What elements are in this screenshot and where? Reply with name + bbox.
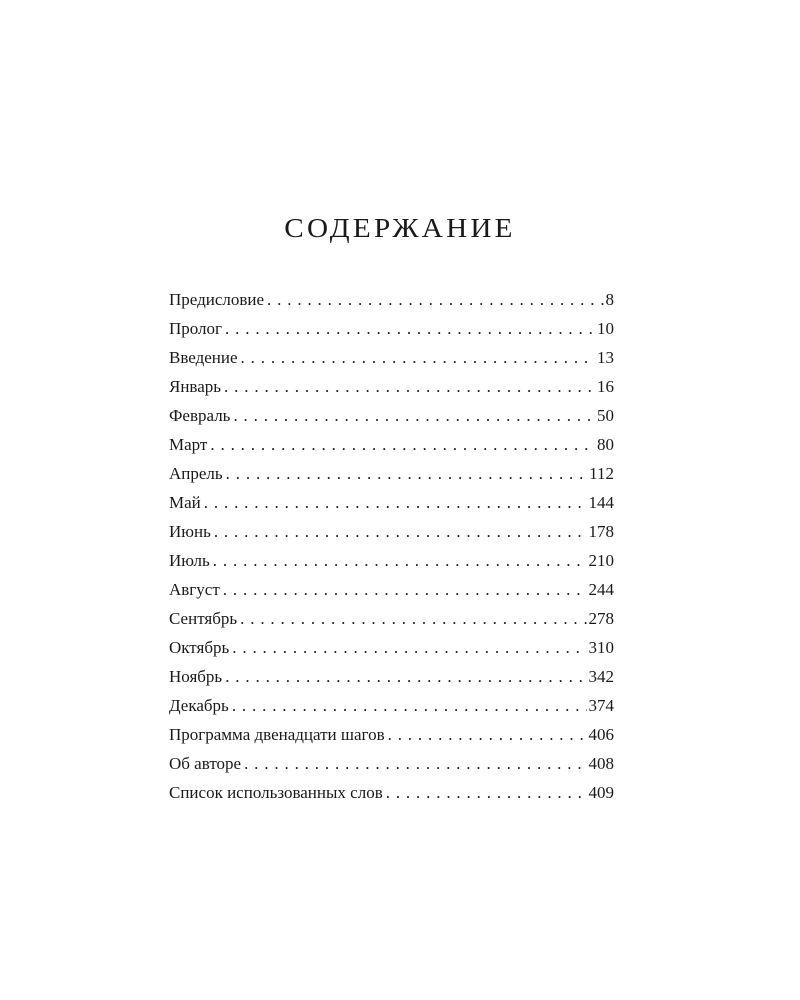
toc-dot-leader bbox=[232, 691, 587, 720]
toc-dot-leader bbox=[241, 343, 595, 372]
toc-dot-leader bbox=[204, 488, 587, 517]
toc-entry-label: Введение bbox=[169, 348, 238, 367]
toc-page-number: 278 bbox=[588, 609, 614, 628]
toc-entry-label: Февраль bbox=[169, 406, 231, 425]
toc-dot-leader bbox=[388, 720, 587, 749]
toc-page-number: 310 bbox=[588, 638, 614, 657]
table-of-contents bbox=[169, 285, 614, 807]
toc-dot-leader bbox=[224, 372, 595, 401]
toc-entry-label: Программа двенадцати шагов bbox=[169, 725, 385, 744]
toc-entry-august bbox=[169, 575, 614, 604]
toc-entry-label: Апрель bbox=[169, 464, 223, 483]
toc-entry-september bbox=[169, 604, 614, 633]
toc-dot-leader bbox=[226, 459, 587, 488]
toc-page-number: 80 bbox=[597, 435, 614, 454]
toc-dot-leader bbox=[225, 314, 595, 343]
toc-page-number: 178 bbox=[588, 522, 614, 541]
toc-entry-label: Июнь bbox=[169, 522, 211, 541]
toc-entry-label: Март bbox=[169, 435, 208, 454]
toc-page-number: 244 bbox=[588, 580, 614, 599]
toc-page-number: 16 bbox=[597, 377, 614, 396]
toc-dot-leader bbox=[232, 633, 586, 662]
toc-entry-november bbox=[169, 662, 614, 691]
page-title: СОДЕРЖАНИЕ bbox=[284, 213, 516, 243]
toc-page-number: 408 bbox=[588, 754, 614, 773]
toc-dot-leader bbox=[267, 285, 603, 314]
toc-entry-october bbox=[169, 633, 614, 662]
toc-entry-label: Январь bbox=[169, 377, 222, 396]
toc-entry-introduction bbox=[169, 343, 614, 372]
toc-entry-label: Август bbox=[169, 580, 220, 599]
toc-page-number: 50 bbox=[597, 406, 614, 425]
toc-entry-glossary bbox=[169, 778, 614, 807]
toc-dot-leader bbox=[213, 546, 587, 575]
toc-entry-twelve-steps bbox=[169, 720, 614, 749]
toc-entry-february bbox=[169, 401, 614, 430]
toc-entry-april bbox=[169, 459, 614, 488]
toc-dot-leader bbox=[240, 604, 586, 633]
toc-page-number: 342 bbox=[588, 667, 614, 686]
toc-entry-label: Пролог bbox=[169, 319, 223, 338]
toc-entry-march bbox=[169, 430, 614, 459]
toc-entry-prologue bbox=[169, 314, 614, 343]
toc-entry-preface bbox=[169, 285, 614, 314]
toc-dot-leader bbox=[386, 778, 587, 807]
toc-entry-january bbox=[169, 372, 614, 401]
toc-entry-about-author bbox=[169, 749, 614, 778]
toc-entry-december bbox=[169, 691, 614, 720]
toc-entry-label: Май bbox=[169, 493, 201, 512]
toc-dot-leader bbox=[233, 401, 595, 430]
toc-page-number: 210 bbox=[588, 551, 614, 570]
toc-entry-may bbox=[169, 488, 614, 517]
toc-entry-label: Список использованных слов bbox=[169, 783, 383, 802]
toc-page-number: 8 bbox=[605, 290, 614, 309]
toc-entry-july bbox=[169, 546, 614, 575]
toc-entry-label: Июль bbox=[169, 551, 210, 570]
toc-dot-leader bbox=[210, 430, 595, 459]
toc-dot-leader bbox=[214, 517, 587, 546]
toc-page-number: 144 bbox=[588, 493, 614, 512]
toc-entry-label: Декабрь bbox=[169, 696, 229, 715]
toc-page-number: 10 bbox=[597, 319, 614, 338]
toc-dot-leader bbox=[223, 575, 587, 604]
toc-page-number: 409 bbox=[588, 783, 614, 802]
toc-entry-label: Об авторе bbox=[169, 754, 242, 773]
toc-page-number: 374 bbox=[588, 696, 614, 715]
toc-page-number: 112 bbox=[589, 464, 614, 483]
toc-entry-label: Сентябрь bbox=[169, 609, 238, 628]
toc-dot-leader bbox=[225, 662, 586, 691]
toc-entry-label: Ноябрь bbox=[169, 667, 223, 686]
toc-page-number: 13 bbox=[597, 348, 614, 367]
toc-entry-june bbox=[169, 517, 614, 546]
toc-page-number: 406 bbox=[588, 725, 614, 744]
toc-entry-label: Октябрь bbox=[169, 638, 230, 657]
toc-entry-label: Предисловие bbox=[169, 290, 265, 309]
toc-dot-leader bbox=[244, 749, 586, 778]
